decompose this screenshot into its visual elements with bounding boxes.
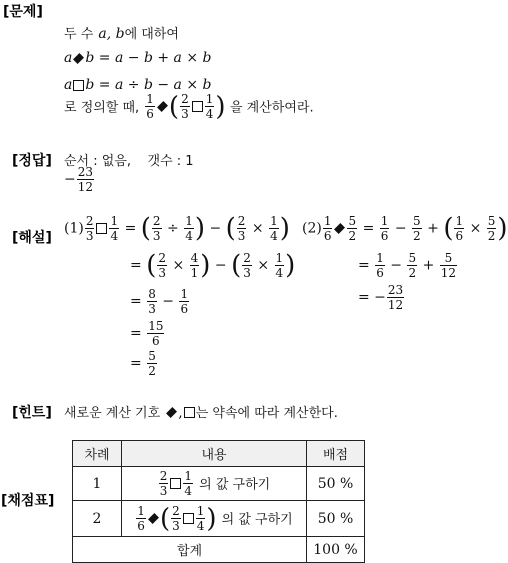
problem-line1-vars: a, b <box>98 26 125 42</box>
hint-text-before: 새로운 계산 기호 <box>64 406 161 421</box>
def1-var-a: a <box>64 50 73 66</box>
def2-var-b: b <box>85 77 95 93</box>
rubric-row1-content-suffix: 의 값 구하기 <box>199 477 271 493</box>
solution-label: [해설] <box>12 230 52 246</box>
rubric-header-row <box>73 441 365 467</box>
square-symbol-icon <box>183 513 194 524</box>
solution-part2-line2: = $\frac{1}{6}$ − $\frac{5}{2}$ + $\frac{5}{12}$ <box>358 251 457 280</box>
answer-value <box>64 166 95 193</box>
hint-text: 새로운 계산 기호 , 는 약속에 따라 계산한다. <box>64 405 338 421</box>
rubric-table <box>72 440 365 563</box>
def2-var-a: a <box>64 77 73 93</box>
problem-expression: $\frac{1}{6}$ ( $\frac{2}{3}$ $\frac{1}{4}$ ) <box>146 91 226 122</box>
problem-line-4 <box>64 93 314 120</box>
problem-line1-suffix: 에 대하여 <box>124 27 179 42</box>
table-row <box>73 467 365 501</box>
rubric-row2-order: 2 <box>73 501 122 537</box>
answer-denominator: 12 <box>77 180 94 194</box>
rubric-row1-score: 50 % <box>307 467 365 501</box>
diamond-symbol-icon <box>166 407 177 418</box>
rubric-row2-content: $\frac{1}{6}$ ( $\frac{2}{3}$ $\frac{1}{4}$ ) 의 값 구하기 <box>122 501 307 537</box>
problem-line-1 <box>64 23 179 42</box>
diamond-symbol-icon <box>335 223 346 234</box>
answer-numerator: 23 <box>77 165 94 179</box>
rubric-row2-score: 50 % <box>307 501 365 537</box>
problem-line4-prefix: 로 정의할 때, <box>64 100 140 116</box>
table-row <box>73 501 365 537</box>
rubric-row2-content-suffix: 의 값 구하기 <box>221 512 293 528</box>
def2-rhs: = a ÷ b − a × b <box>98 77 212 93</box>
square-symbol-icon <box>192 101 203 112</box>
answer-label: [정답] <box>12 153 52 169</box>
square-symbol-icon <box>73 80 84 91</box>
solution-part1-line5: = $\frac{5}{2}$ <box>130 349 156 378</box>
rubric-row1-content: $\frac{2}{3}$ $\frac{1}{4}$ 의 값 구하기 <box>122 467 307 501</box>
def1-rhs: = a − b + a × b <box>98 50 212 66</box>
definition-diamond <box>64 50 211 66</box>
answer-text: 순서 : 없음, 갯수 : 1 <box>64 154 194 169</box>
def1-var-b: b <box>85 50 95 66</box>
diamond-symbol-icon <box>73 53 84 64</box>
rubric-total-label: 합계 <box>73 537 307 563</box>
rubric-header-content: 내용 <box>122 441 307 467</box>
problem-line1-prefix: 두 수 <box>64 27 94 42</box>
square-symbol-icon <box>184 407 195 418</box>
solution-part1-line3: = $\frac{8}{3}$ − $\frac{1}{6}$ <box>130 287 189 316</box>
solution-part1-label: (1) <box>64 220 84 237</box>
solution-part1-line4: = $\frac{15}{6}$ <box>130 319 164 348</box>
rubric-header-order: 차례 <box>73 441 122 467</box>
square-symbol-icon <box>96 223 107 234</box>
rubric-total-row <box>73 537 365 563</box>
definition-square <box>64 77 211 93</box>
solution-part2-label: (2) <box>302 220 322 237</box>
hint-label: [힌트] <box>12 405 52 421</box>
solution-part1-line2: = ( $\frac{2}{3}$ × $\frac{4}{1}$ ) − ( $\frac{2}{3}$ × $\frac{1}{4}$ ) <box>130 250 296 281</box>
solution-part2-line1: (2) $\frac{1}{6}$ $\frac{5}{2}$ = $\frac{1}{6}$ − $\frac{5}{2}$ + ( $\frac{1}{6}$ × $\frac{5}{2}$ ) <box>302 213 508 244</box>
rubric-label: [채점표] <box>1 493 55 509</box>
answer-minus: − <box>64 171 76 188</box>
rubric-header-score: 배점 <box>307 441 365 467</box>
square-symbol-icon <box>170 478 181 489</box>
problem-line4-suffix: 을 계산하여라. <box>229 100 314 116</box>
rubric-total-score: 100 % <box>307 537 365 563</box>
solution-part2-line3: = − $\frac{23}{12}$ <box>358 283 404 312</box>
diamond-symbol-icon <box>157 101 168 112</box>
hint-text-after: 는 약속에 따라 계산한다. <box>195 406 338 421</box>
problem-label: [문제] <box>3 4 43 20</box>
rubric-row1-order: 1 <box>73 467 122 501</box>
diamond-symbol-icon <box>148 513 159 524</box>
solution-part1-line1: (1) $\frac{2}{3}$ $\frac{1}{4}$ = ( $\frac{2}{3}$ ÷ $\frac{1}{4}$ ) − ( $\frac{2}{3}$ × $\frac{1}{4}$ ) <box>64 213 290 244</box>
